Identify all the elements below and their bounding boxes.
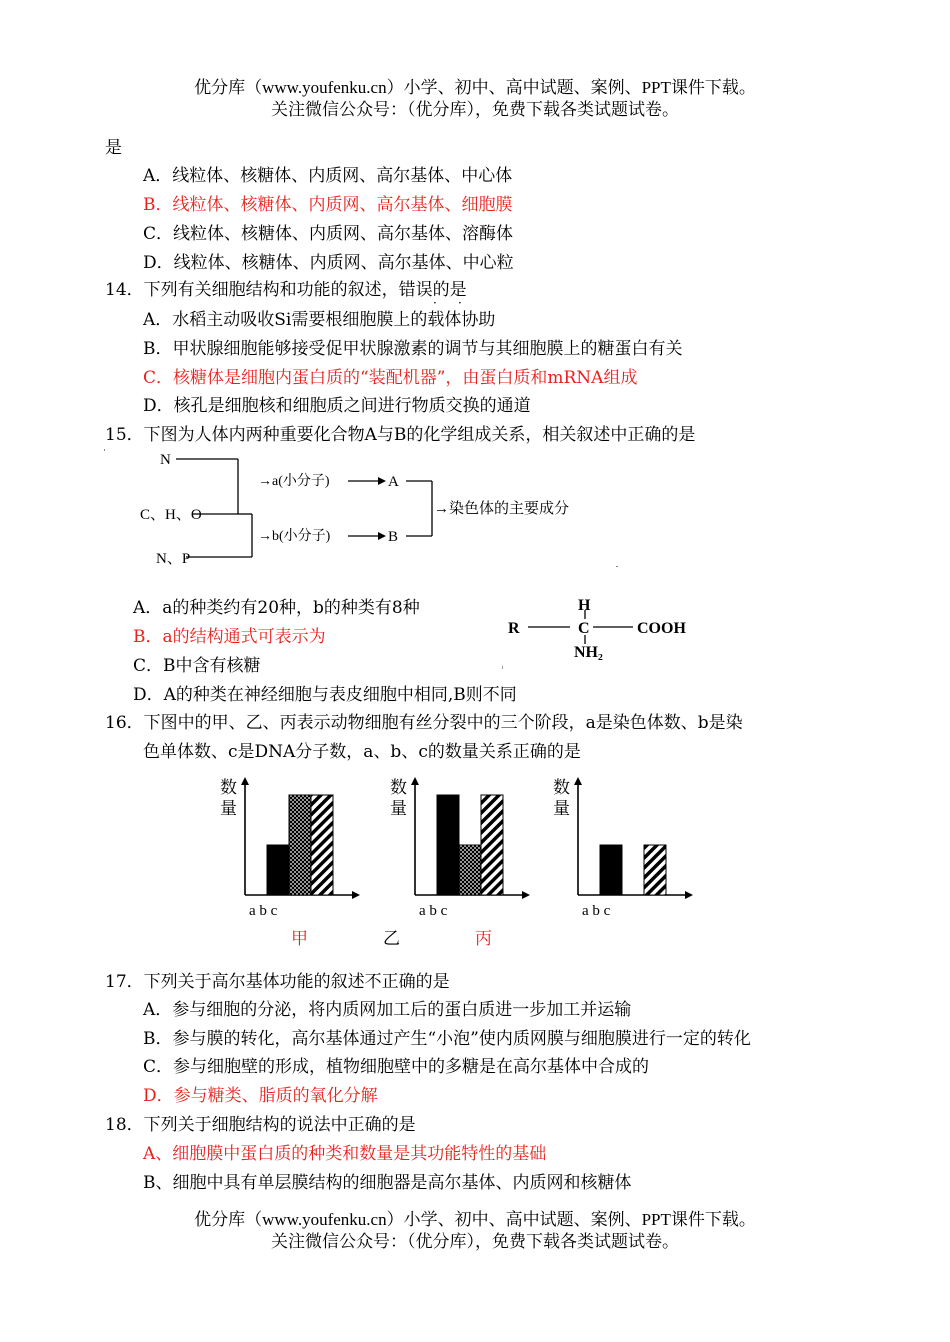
q15-composition-diagram <box>120 446 640 572</box>
scan-mark <box>616 566 618 567</box>
q18-stem: 18．下列关于细胞结构的说法中正确的是 <box>105 1115 416 1135</box>
q17-option-c: C．参与细胞壁的形成，植物细胞壁中的多糖是在高尔基体中合成的 <box>143 1057 650 1077</box>
q14-stem: 14．下列有关细胞结构和功能的叙述，错误的是 <box>105 280 467 300</box>
q18-option-b: B、细胞中具有单层膜结构的细胞器是高尔基体、内质网和核糖体 <box>143 1173 632 1193</box>
formula-r: R <box>508 620 520 637</box>
chart-caption-jia: 甲 <box>291 929 308 949</box>
x-tick-labels: a b c <box>249 903 278 919</box>
diagram-A: A <box>388 474 399 490</box>
footer-line-2: 关注微信公众号：（优分库），免费下载各类试题试卷。 <box>271 1232 679 1251</box>
bar-c <box>481 795 503 895</box>
q13-option-c: C．线粒体、核糖体、内质网、高尔基体、溶酶体 <box>143 224 514 244</box>
q15-option-b: B．a的结构通式可表示为 <box>133 627 326 647</box>
scan-mark <box>502 666 503 669</box>
amino-acid-formula <box>500 595 720 667</box>
diagram-n: N <box>160 452 171 468</box>
q13-stem-tail: 是 <box>105 138 122 158</box>
y-axis-arrow <box>411 777 419 785</box>
bar-a <box>600 845 622 895</box>
y-axis-label: 数 <box>390 778 407 797</box>
q16-stem-line-2: 色单体数、c是DNA分子数，a、b、c的数量关系正确的是 <box>143 742 581 762</box>
bar-c <box>311 795 333 895</box>
q15-option-a: A．a的种类约有20种，b的种类有8种 <box>133 598 420 618</box>
bar-a <box>267 845 289 895</box>
footer-line-1: 优分库（www.youfenku.cn）小学、初中、高中试题、案例、PPT课件下载。 <box>194 1210 756 1229</box>
q17-option-d: D．参与糖类、脂质的氧化分解 <box>143 1086 378 1106</box>
diagram-np: N、P <box>156 551 191 567</box>
emphasis-dot: · <box>433 296 437 310</box>
diagram-b-small: →b(小分子) <box>258 529 331 544</box>
q17-stem: 17．下列关于高尔基体功能的叙述不正确的是 <box>105 972 450 992</box>
formula-h: H <box>578 597 591 614</box>
y-axis-label: 量 <box>220 799 237 818</box>
y-axis-arrow <box>574 777 582 785</box>
x-axis-arrow <box>352 891 360 899</box>
x-tick-labels: a b c <box>582 903 611 919</box>
q17-option-a: A．参与细胞的分泌，将内质网加工后的蛋白质进一步加工并运输 <box>143 1000 632 1020</box>
header-line-2: 关注微信公众号：（优分库），免费下载各类试题试卷。 <box>271 100 679 119</box>
x-tick-labels: a b c <box>419 903 448 919</box>
formula-nh2: NH₂ <box>574 644 603 661</box>
scan-mark <box>104 449 105 451</box>
header-line-1: 优分库（www.youfenku.cn）小学、初中、高中试题、案例、PPT课件下载。 <box>194 78 756 97</box>
diagram-cho: C、H、O <box>140 507 202 523</box>
chart-caption-bing: 丙 <box>475 929 492 949</box>
q16-bar-charts <box>200 765 720 925</box>
formula-c: C <box>578 620 590 637</box>
x-axis-arrow <box>685 891 693 899</box>
y-axis-label: 量 <box>553 799 570 818</box>
q13-option-a: A．线粒体、核糖体、内质网、高尔基体、中心体 <box>143 166 513 186</box>
y-axis-label: 数 <box>220 778 237 797</box>
bar-c <box>644 845 666 895</box>
q17-option-b: B．参与膜的转化，高尔基体通过产生“小泡”使内质网膜与细胞膜进行一定的转化 <box>143 1029 751 1049</box>
q14-option-d: D．核孔是细胞核和细胞质之间进行物质交换的通道 <box>143 396 531 416</box>
formula-cooh: COOH <box>637 620 686 637</box>
q13-option-b: B．线粒体、核糖体、内质网、高尔基体、细胞膜 <box>143 195 513 215</box>
y-axis-label: 数 <box>553 778 570 797</box>
y-axis-arrow <box>241 777 249 785</box>
diagram-result: →染色体的主要成分 <box>434 501 570 517</box>
bar-b <box>459 845 481 895</box>
y-axis-label: 量 <box>390 799 407 818</box>
q13-option-d: D．线粒体、核糖体、内质网、高尔基体、中心粒 <box>143 253 514 273</box>
q14-option-b: B．甲状腺细胞能够接受促甲状腺激素的调节与其细胞膜上的糖蛋白有关 <box>143 339 683 359</box>
q15-option-d: D．A的种类在神经细胞与表皮细胞中相同,B则不同 <box>133 685 517 705</box>
x-axis-arrow <box>522 891 530 899</box>
q15-option-c: C．B中含有核糖 <box>133 656 261 676</box>
diagram-B: B <box>388 529 399 545</box>
diagram-a-small: →a(小分子) <box>258 474 330 489</box>
bar-b <box>289 795 311 895</box>
q18-option-a: A、细胞膜中蛋白质的种类和数量是其功能特性的基础 <box>143 1144 547 1164</box>
bar-a <box>437 795 459 895</box>
q14-option-c: C．核糖体是细胞内蛋白质的“装配机器”，由蛋白质和mRNA组成 <box>143 368 638 388</box>
q16-stem-line-1: 16．下图中的甲、乙、丙表示动物细胞有丝分裂中的三个阶段，a是染色体数、b是染 <box>105 713 743 733</box>
q15-stem: 15．下图为人体内两种重要化合物A与B的化学组成关系，相关叙述中正确的是 <box>105 425 696 445</box>
chart-caption-yi: 乙 <box>383 929 400 949</box>
q14-option-a: A．水稻主动吸收Si需要根细胞膜上的载体协助 <box>143 310 496 330</box>
emphasis-dot: · <box>458 296 462 310</box>
